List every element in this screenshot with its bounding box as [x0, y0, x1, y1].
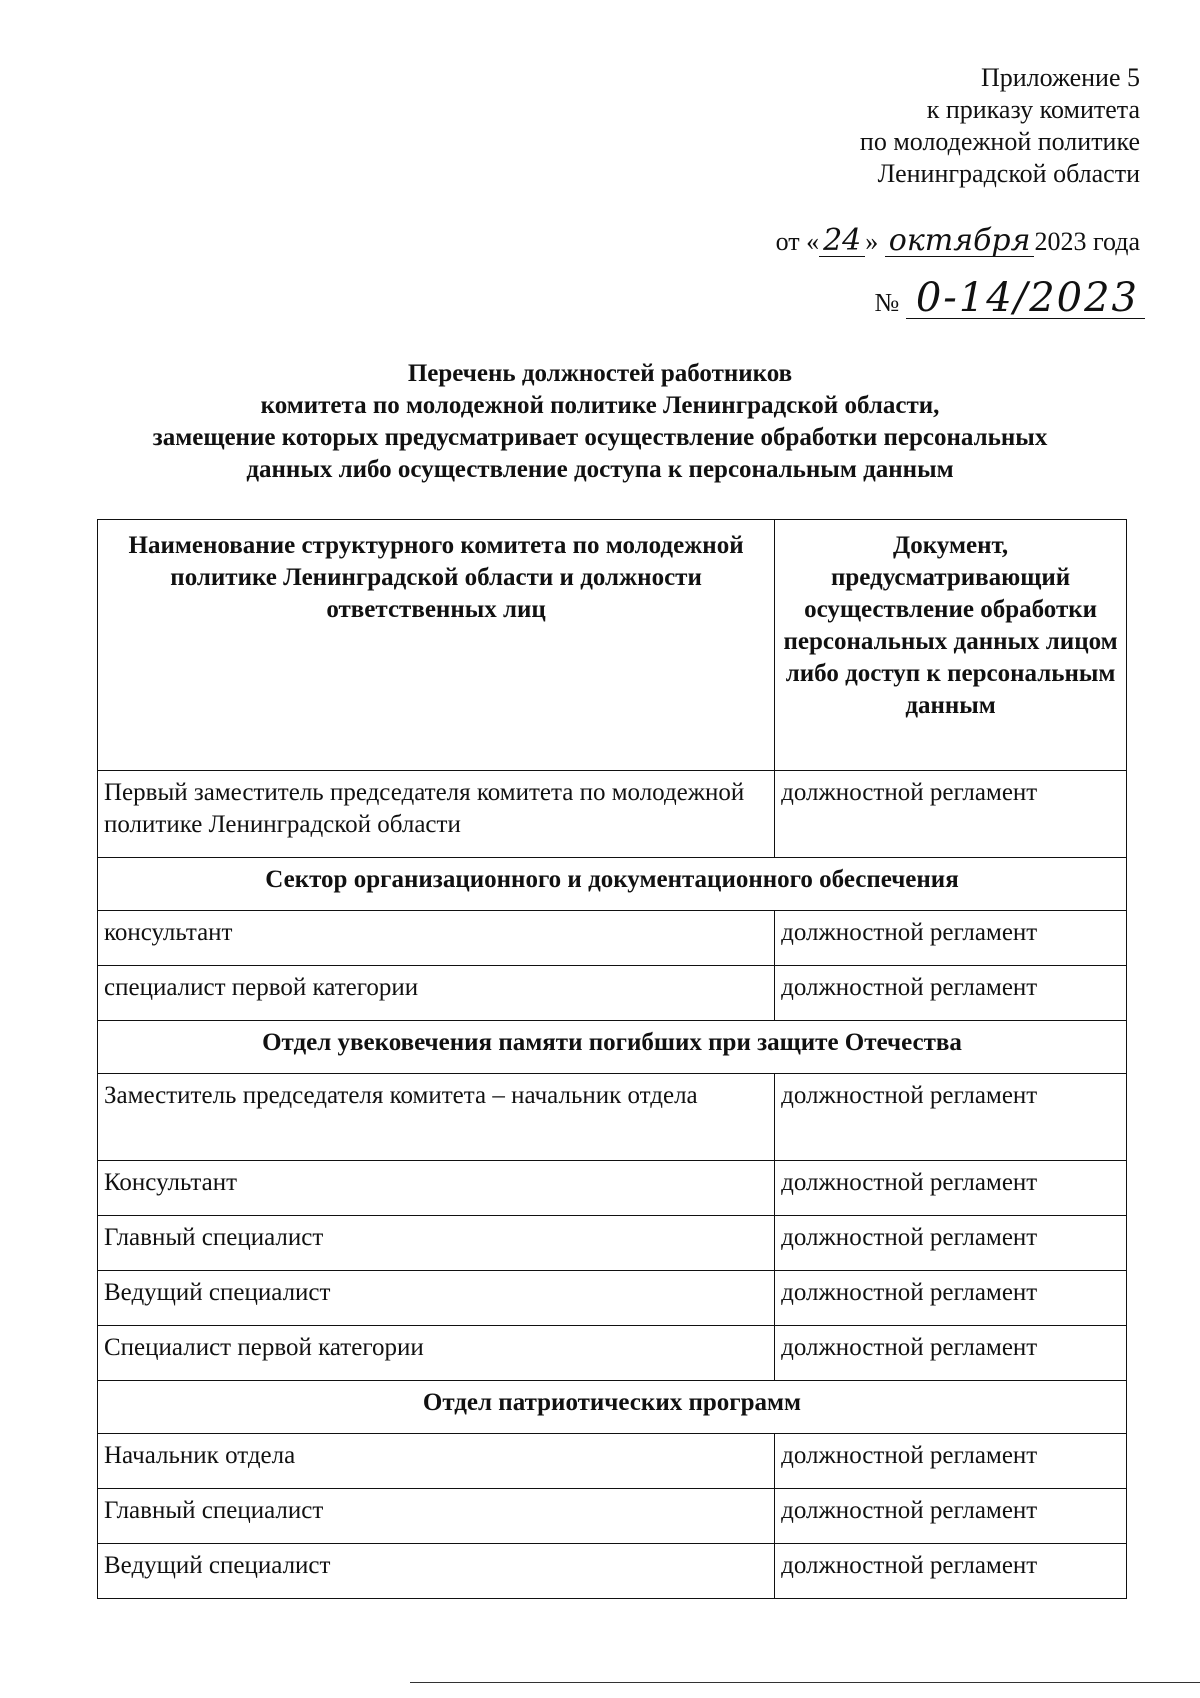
title-line-1: Перечень должностей работников	[407, 360, 793, 387]
document-cell: должностной регламент	[775, 1326, 1127, 1381]
document-cell: должностной регламент	[775, 1544, 1127, 1599]
position-cell: специалист первой категории	[98, 966, 775, 1021]
date-day-handwritten: 24	[819, 226, 865, 257]
position-cell: Ведущий специалист	[98, 1544, 775, 1599]
section-title: Отдел патриотических программ	[98, 1381, 1127, 1434]
table-row	[98, 1326, 1127, 1381]
document-cell: должностной регламент	[775, 1074, 1127, 1161]
table-row	[98, 1489, 1127, 1544]
number-prefix: №	[874, 288, 900, 317]
title-line-2: комитета по молодежной политике Ленинградской области,	[260, 392, 940, 419]
order-number	[874, 275, 1145, 321]
position-cell: Главный специалист	[98, 1489, 775, 1544]
table-row	[98, 1074, 1127, 1161]
title-line-3: замещение которых предусматривает осуществление обработки персональных	[152, 424, 1048, 451]
positions-table	[97, 519, 1127, 1599]
position-cell: Начальник отдела	[98, 1434, 775, 1489]
position-cell: Первый заместитель председателя комитета по молодежной политике Ленинградской области	[98, 771, 775, 858]
order-date	[776, 225, 1140, 259]
appendix-line-4: Ленинградской области	[877, 159, 1140, 188]
section-row	[98, 858, 1127, 911]
table-row	[98, 771, 1127, 858]
table-row	[98, 1434, 1127, 1489]
document-cell: должностной регламент	[775, 966, 1127, 1021]
document-cell: должностной регламент	[775, 771, 1127, 858]
document-cell: должностной регламент	[775, 1271, 1127, 1326]
document-cell: должностной регламент	[775, 1216, 1127, 1271]
date-prefix: от «	[775, 227, 820, 256]
table-row	[98, 1544, 1127, 1599]
document-title	[60, 358, 1140, 486]
position-cell: Консультант	[98, 1161, 775, 1216]
section-row	[98, 1021, 1127, 1074]
appendix-line-3: по молодежной политике	[859, 127, 1140, 156]
document-cell: должностной регламент	[775, 1161, 1127, 1216]
document-cell: должностной регламент	[775, 1489, 1127, 1544]
date-mid: »	[865, 227, 879, 256]
document-cell: должностной регламент	[775, 1434, 1127, 1489]
table-row	[98, 911, 1127, 966]
table-header-row	[98, 520, 1127, 771]
appendix-line-1: Приложение 5	[980, 63, 1140, 92]
header-position-cell: Наименование структурного комитета по молодежной политике Ленинградской области и должности ответственных лиц	[98, 520, 775, 771]
header-document-cell: Документ, предусматривающий осуществление обработки персональных данных лицом либо доступ к персональным данным	[775, 520, 1127, 771]
table-row	[98, 966, 1127, 1021]
table-row	[98, 1161, 1127, 1216]
appendix-block	[580, 62, 1140, 190]
bottom-divider	[410, 1682, 1200, 1683]
position-cell: Специалист первой категории	[98, 1326, 775, 1381]
table-row	[98, 1271, 1127, 1326]
table-row	[98, 1216, 1127, 1271]
position-cell: Заместитель председателя комитета – начальник отдела	[98, 1074, 775, 1161]
position-cell: консультант	[98, 911, 775, 966]
position-cell: Главный специалист	[98, 1216, 775, 1271]
appendix-line-2: к приказу комитета	[926, 95, 1140, 124]
section-title: Сектор организационного и документационного обеспечения	[98, 858, 1127, 911]
document-cell: должностной регламент	[775, 911, 1127, 966]
date-year: 2023 года	[1034, 227, 1140, 256]
number-value-handwritten: 0-14/2023	[906, 278, 1145, 319]
title-line-4: данных либо осуществление доступа к персональным данным	[246, 456, 954, 483]
position-cell: Ведущий специалист	[98, 1271, 775, 1326]
section-row	[98, 1381, 1127, 1434]
date-month-handwritten: октября	[885, 226, 1035, 257]
section-title: Отдел увековечения памяти погибших при защите Отечества	[98, 1021, 1127, 1074]
